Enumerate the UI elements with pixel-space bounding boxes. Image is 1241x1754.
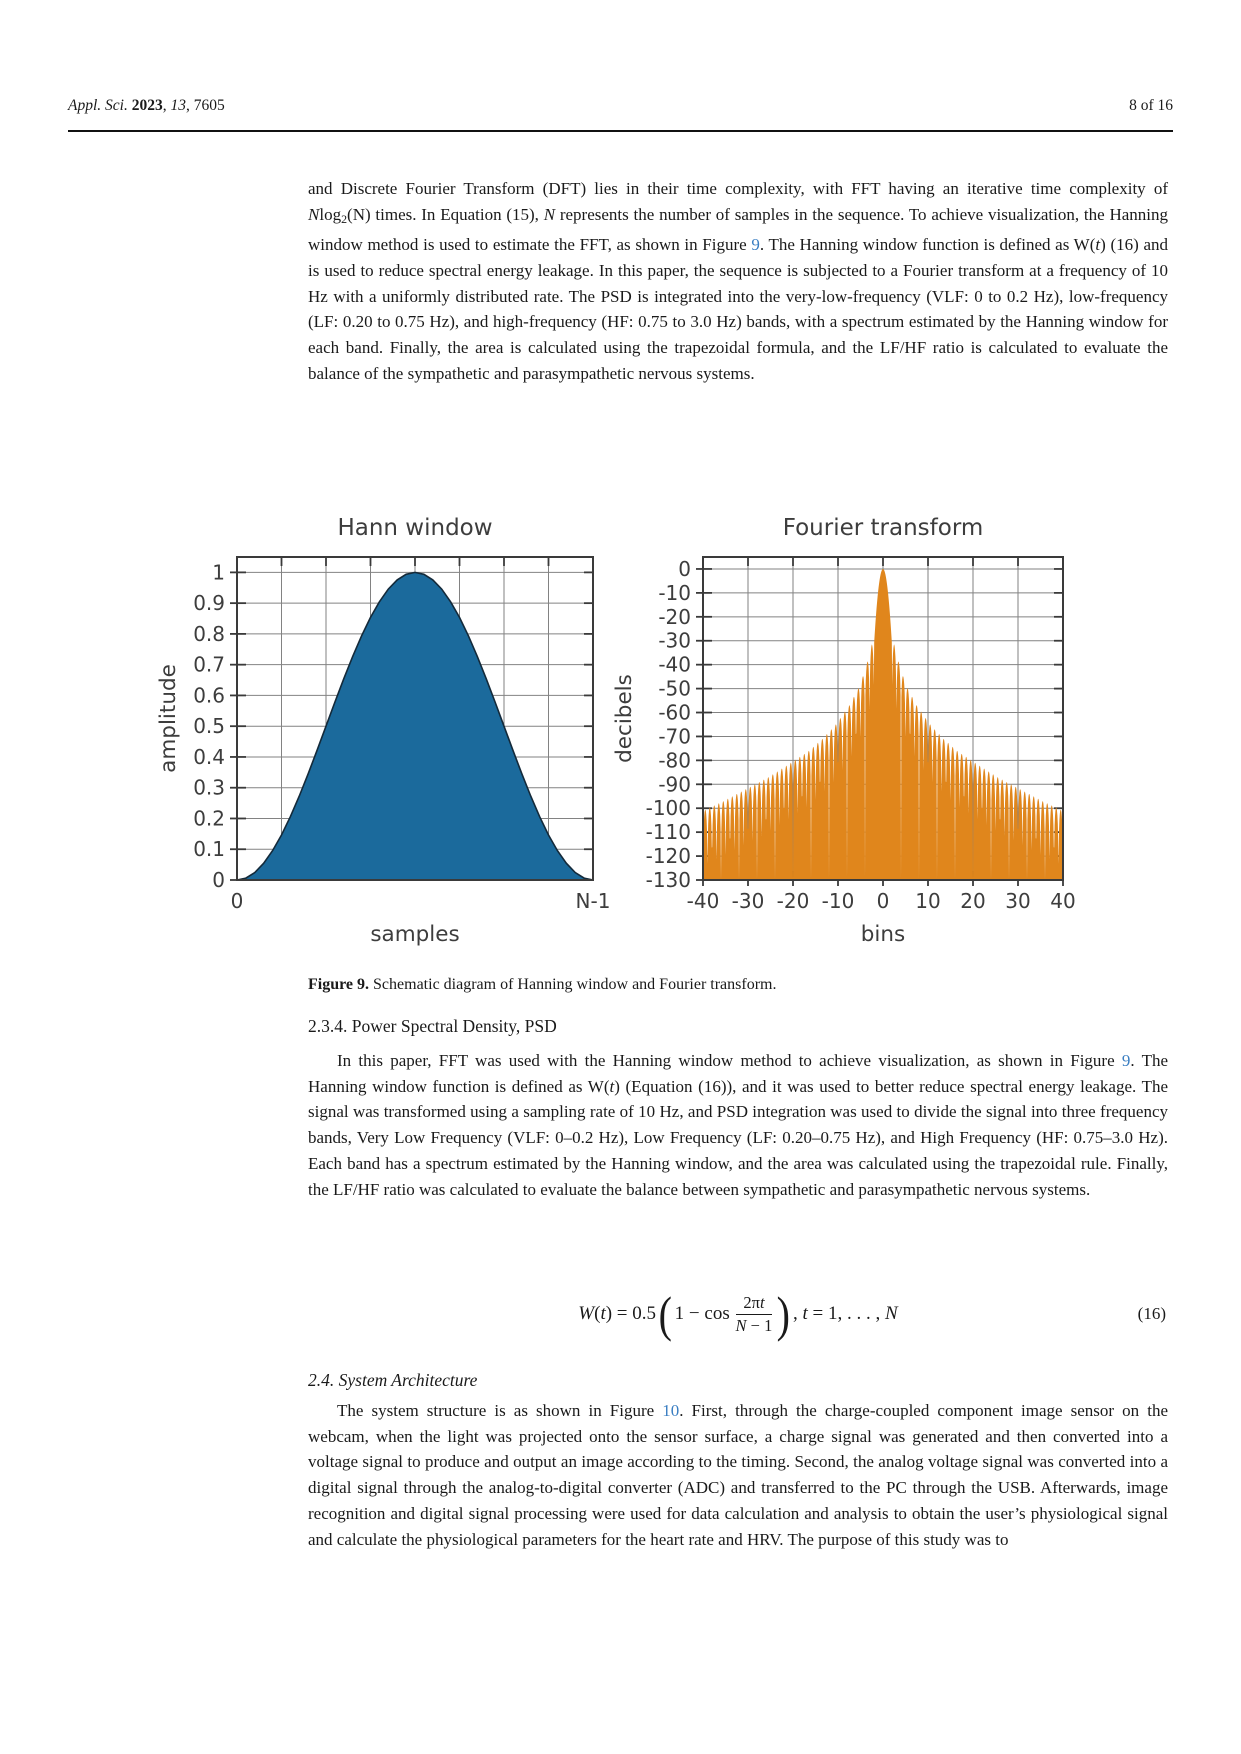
svg-text:-20: -20 [776, 889, 810, 913]
svg-text:0: 0 [678, 556, 691, 581]
svg-text:-30: -30 [731, 889, 765, 913]
text-run: represents the number of samples in the sequence. To achieve visualization, the Hanning window method is used to estimate the FFT, as shown in Figure [308, 204, 1168, 255]
svg-text:40: 40 [1050, 889, 1076, 913]
svg-text:-120: -120 [645, 844, 691, 869]
text-run: t [1095, 235, 1101, 255]
text-run: ) (Equation (16)), and it was used to better reduce spectral energy leakage. The signal was transformed using a sampling rate of 10 Hz, and PSD integration was used to divide the signal into three frequency bands, Very Low Frequency (VLF: 0–0.2 Hz), Low Frequency (LF: 0.20–0.75 Hz), and High Frequency (HF: 0.75–3.0 Hz). Each band has a spectrum estimated by the Hanning window, and the area was calculated using the trapezoidal rule. Finally, the LF/HF ratio was calculated to evaluate the balance between sympathetic and parasympathetic nervous systems. [308, 1076, 1168, 1199]
equation-lhs [578, 1303, 656, 1325]
y-axis-label: decibels [612, 674, 637, 763]
header-divider [68, 130, 1173, 132]
text-run: and Discrete Fourier Transform (DFT) lies in their time complexity, with FFT having an iterative time complexity of [308, 179, 1168, 198]
text-run: Appl. Sci. [68, 97, 132, 114]
svg-text:-10: -10 [821, 889, 855, 913]
x-axis-label: bins [860, 922, 906, 947]
svg-text:0.6: 0.6 [193, 683, 225, 708]
fraction-numerator [736, 1293, 773, 1315]
equation-pre-frac [675, 1303, 734, 1325]
text-run: , 7605 [185, 97, 225, 114]
svg-text:0.4: 0.4 [193, 744, 225, 769]
paragraph-psd [308, 1048, 1168, 1202]
text-run: N [543, 204, 556, 224]
text-run: t [759, 1292, 765, 1312]
close-paren: ) [777, 1285, 791, 1342]
text-run: ) (16) and is used to reduce spectral energy leakage. In this paper, the sequence is subjected to a Fourier transform at a frequency of 10 Hz with a uniformly distributed rate. The PSD is integrated into the very-low-frequency (VLF: 0 to 0.2 Hz), low-frequency (LF: 0.20 to 0.75 Hz), and high-frequency (HF: 0.75 to 3.0 Hz) bands, with a spectrum estimated by the Hanning window for each band. Finally, the area is calculated using the trapezoidal formula, and the LF/HF ratio is calculated to evaluate the balance of the sympathetic and parasympathetic nervous systems. [308, 235, 1168, 383]
figure-ref-link[interactable]: 9 [751, 235, 760, 255]
x-axis-label: samples [370, 922, 460, 947]
journal-citation [68, 97, 225, 115]
text-run: . First, through the charge-coupled component image sensor on the webcam, when the light was projected onto the sensor surface, a charge signal was generated and then converted into a voltage signal to produce and output an image according to the timing. Second, the analog voltage signal was converted into a digital signal through the analog-to-digital converter (ADC) and transferred to the PC through the USB. Afterwards, image recognition and digital signal processing were used for data calculation and analysis to obtain the user’s physiological signal and calculate the physiological parameters for the heart rate and HRV. The purpose of this study was to [308, 1401, 1168, 1549]
text-run: 13 [170, 97, 186, 114]
page-header [68, 97, 1173, 115]
section-heading-2-3-4: 2.3.4. Power Spectral Density, PSD [308, 1016, 557, 1036]
svg-text:0: 0 [876, 889, 890, 913]
figure-9 [140, 505, 1150, 965]
text-run: . The Hanning window function is defined as W( [308, 1051, 1168, 1096]
figure-ref-link[interactable]: 9 [1121, 1051, 1131, 1070]
paragraph-dft-fft [308, 176, 1168, 387]
paragraph-system-architecture [308, 1398, 1168, 1552]
text-run: − 1 [746, 1315, 773, 1335]
page-number: 8 of 16 [1129, 97, 1173, 114]
svg-text:-20: -20 [658, 604, 691, 629]
equation-tail [793, 1303, 898, 1325]
svg-text:0.2: 0.2 [193, 806, 225, 831]
text-run: In this paper, FFT was used with the Hanning window method to achieve visualization, as shown in Figure [337, 1051, 1122, 1070]
text-run: t [609, 1076, 615, 1096]
text-run: , [793, 1303, 803, 1324]
text-run: (N) times. In Equation (15), [347, 204, 544, 224]
text-run: ) = 0.5 [605, 1303, 657, 1324]
svg-text:0.1: 0.1 [193, 837, 225, 862]
text-run: log [319, 204, 342, 224]
svg-text:0.3: 0.3 [193, 775, 225, 800]
svg-text:0: 0 [212, 868, 225, 892]
y-axis-label: amplitude [156, 664, 181, 773]
text-run: 2π [743, 1292, 760, 1312]
equation-number: (16) [1137, 1304, 1166, 1323]
text-run: N [308, 204, 320, 224]
svg-text:10: 10 [915, 889, 941, 913]
chart-title: Hann window [337, 515, 493, 541]
svg-text:-40: -40 [658, 652, 691, 677]
svg-text:-130: -130 [645, 868, 691, 892]
svg-text:-60: -60 [658, 700, 691, 725]
text-run: t [802, 1303, 808, 1324]
svg-text:-110: -110 [645, 820, 691, 845]
equation-fraction [736, 1293, 773, 1336]
equation-body [578, 1285, 898, 1342]
svg-text:-10: -10 [658, 580, 691, 605]
svg-text:-70: -70 [658, 724, 691, 749]
hann-window-chart [140, 505, 610, 965]
text-run: . The Hanning window function is defined as W( [759, 235, 1096, 255]
text-run: t [600, 1303, 606, 1324]
text-run: N [885, 1303, 898, 1324]
text-run: N [735, 1315, 747, 1335]
text-run: 1 − cos [674, 1303, 734, 1324]
chart-title: Fourier transform [782, 515, 984, 541]
text-run: The system structure is as shown in Figure [337, 1401, 663, 1420]
svg-text:N-1: N-1 [575, 889, 610, 913]
fourier-transform-chart [610, 505, 1150, 965]
svg-text:-30: -30 [658, 628, 691, 653]
figure-9-caption [308, 974, 1168, 996]
svg-text:-50: -50 [658, 676, 691, 701]
svg-text:1: 1 [212, 560, 225, 585]
svg-text:0.7: 0.7 [193, 652, 225, 677]
svg-text:0.5: 0.5 [193, 714, 225, 739]
text-run: 2 [341, 211, 348, 226]
text-run: Figure 9. [308, 976, 374, 993]
text-run: 2023 [131, 97, 163, 114]
svg-text:20: 20 [960, 889, 986, 913]
text-run: Schematic diagram of Hanning window and Fourier transform. [373, 976, 777, 993]
svg-text:0.8: 0.8 [193, 621, 225, 646]
svg-text:-40: -40 [686, 889, 720, 913]
text-run: , [162, 97, 171, 114]
text-run: = 1, . . . , [807, 1303, 886, 1324]
svg-text:0: 0 [230, 889, 244, 913]
text-run: ( [594, 1303, 601, 1324]
fraction-denominator [736, 1315, 773, 1336]
figure-ref-link[interactable]: 10 [662, 1401, 680, 1420]
section-heading-2-4: 2.4. System Architecture [308, 1370, 478, 1390]
svg-text:-90: -90 [658, 772, 691, 797]
fft-spectrum-fill [703, 569, 1063, 880]
open-paren: ( [658, 1285, 673, 1342]
text-run: W [578, 1303, 595, 1324]
svg-text:-80: -80 [658, 748, 691, 773]
svg-text:30: 30 [1005, 889, 1031, 913]
equation-16 [308, 1282, 1168, 1346]
svg-text:0.9: 0.9 [193, 591, 225, 616]
svg-text:-100: -100 [645, 796, 691, 821]
